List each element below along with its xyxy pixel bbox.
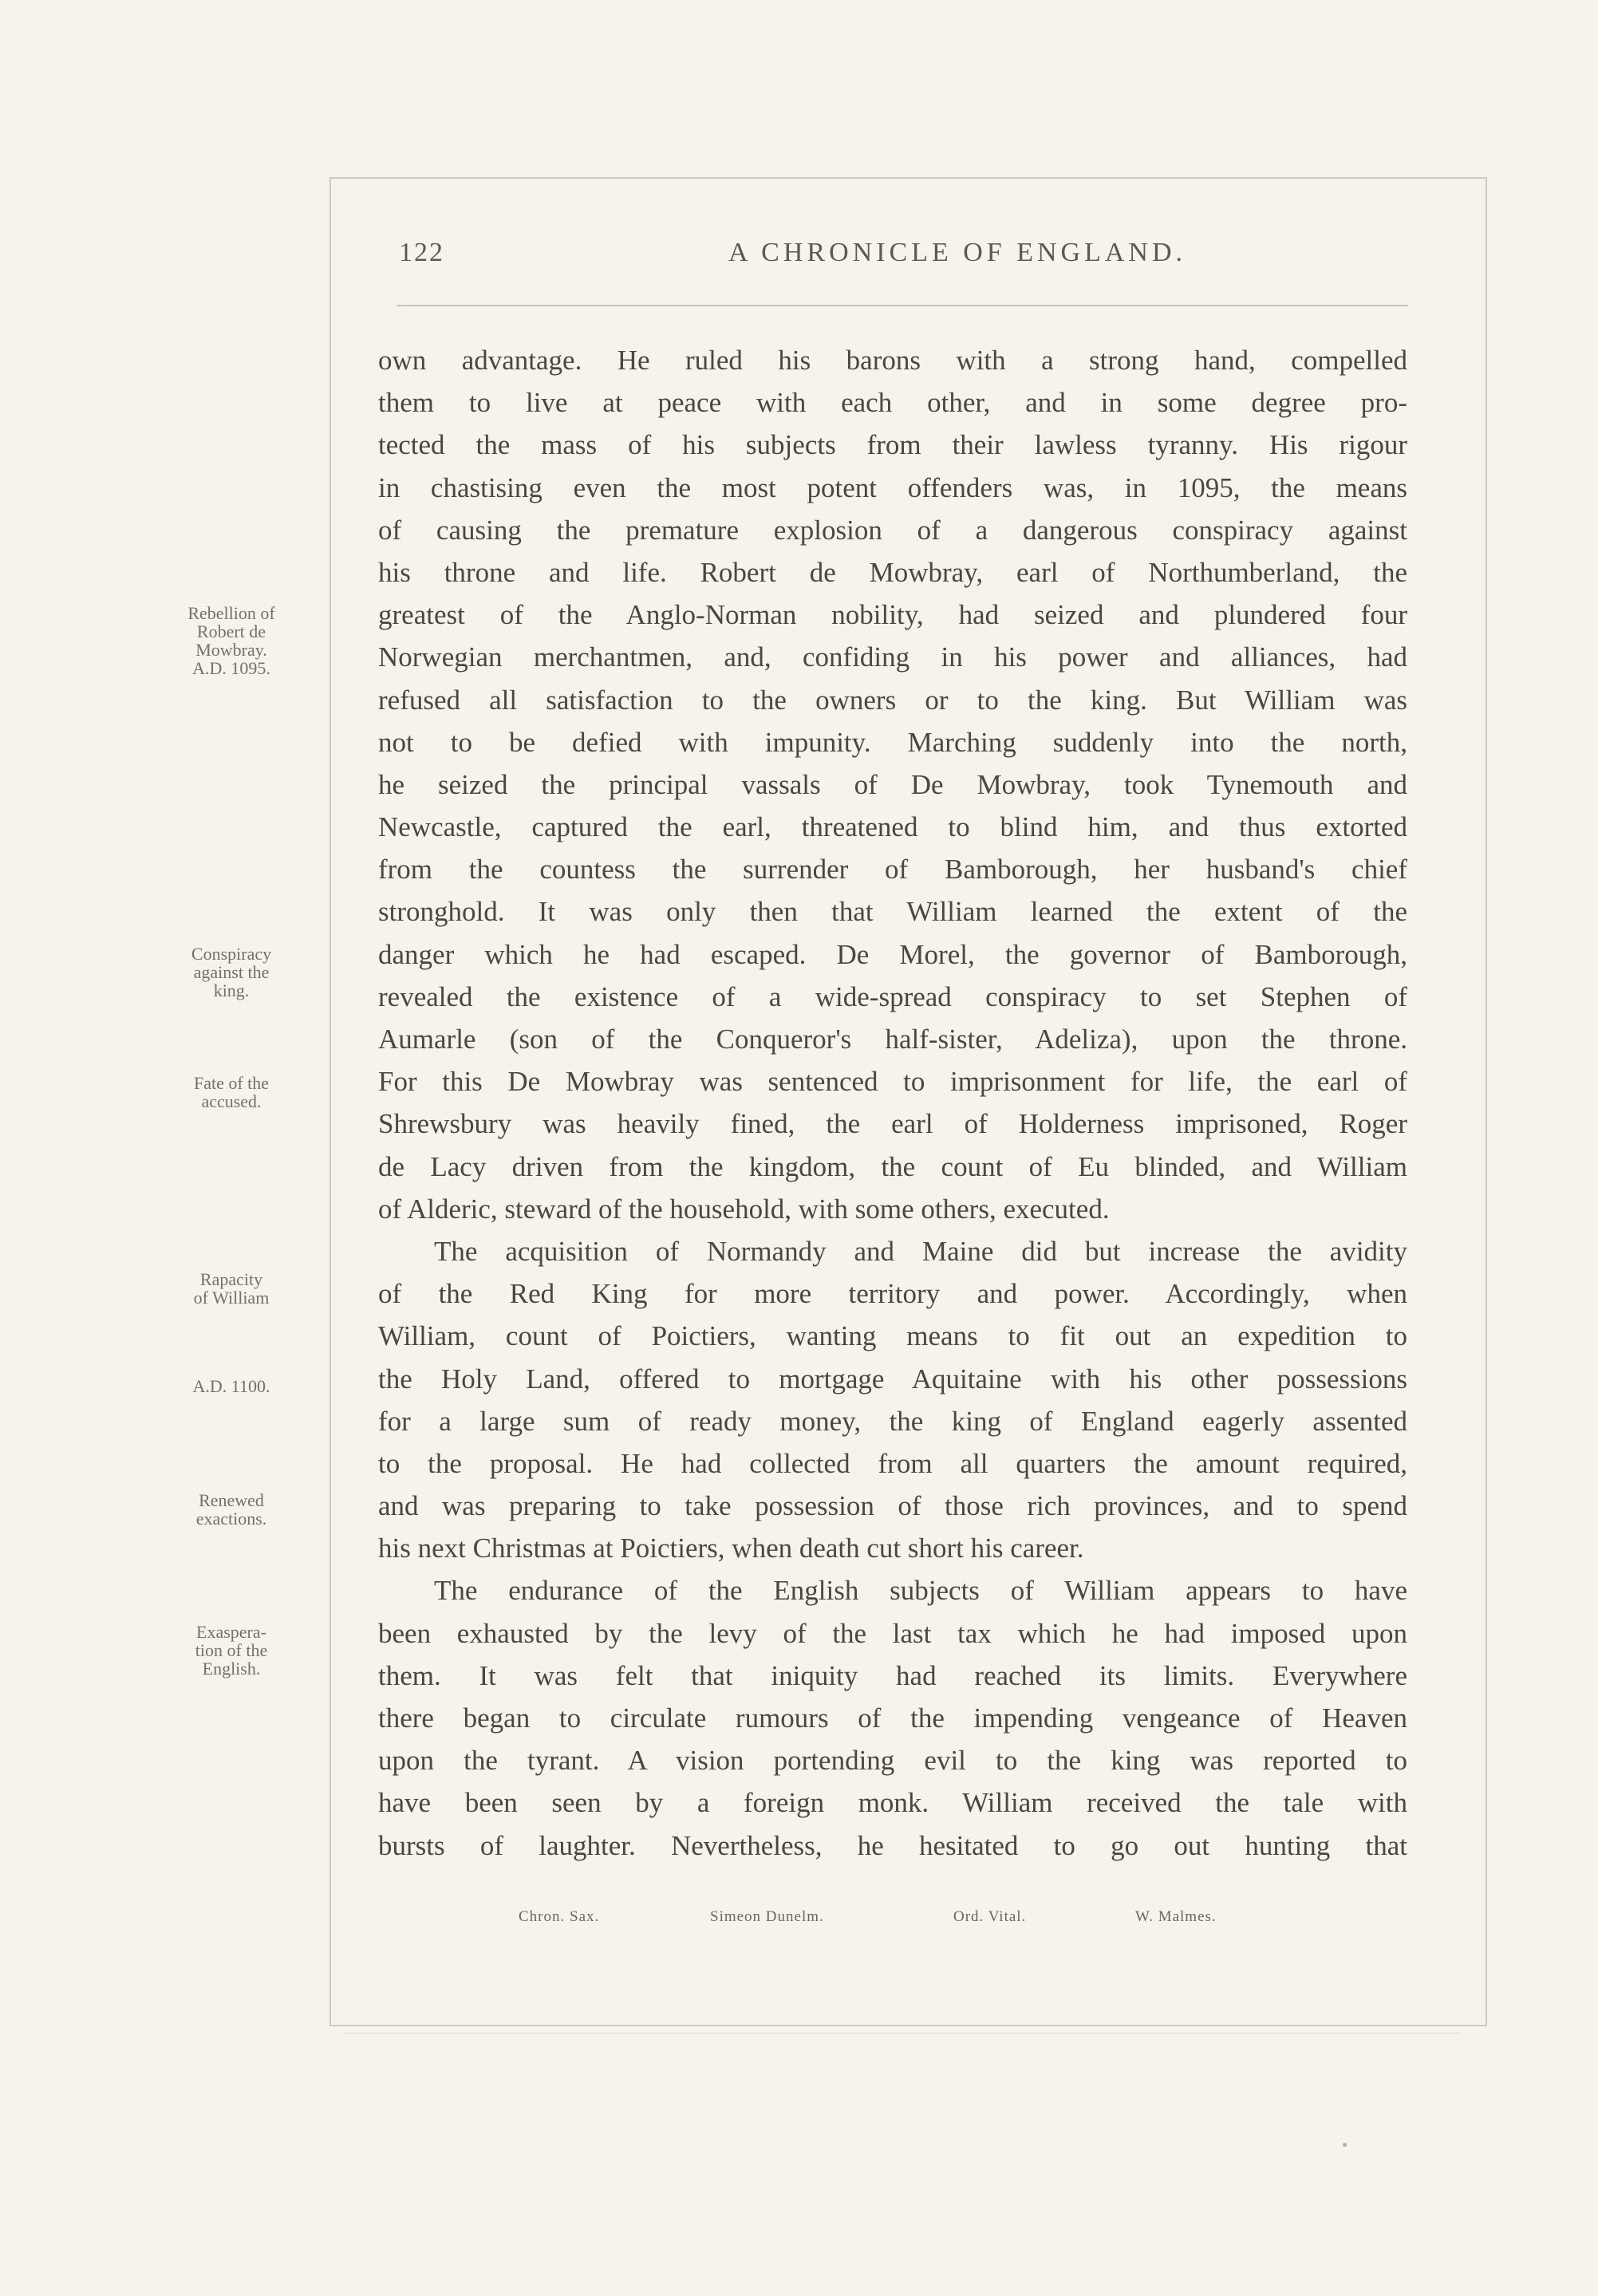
body-line: For this De Mowbray was sentenced to imprisonment for life, the earl of <box>378 1066 1407 1098</box>
footnote-source: W. Malmes. <box>1135 1908 1217 1925</box>
footnote-source: Chron. Sax. <box>519 1908 600 1925</box>
body-line: of the Red King for more territory and power. Accordingly, when <box>378 1278 1407 1310</box>
margin-note-date <box>152 1377 311 1395</box>
margin-note-line: Exaspera- <box>196 1622 266 1642</box>
page-frame-bottom <box>329 2025 1486 2026</box>
margin-note-line: king. <box>213 980 250 1000</box>
body-line: to the proposal. He had collected from all quarters the amount required, <box>378 1447 1407 1479</box>
margin-note-line: against the <box>193 962 270 982</box>
page-frame-left <box>329 177 331 2026</box>
body-line: greatest of the Anglo-Norman nobility, had seized and plundered four <box>378 599 1407 631</box>
body-line: have been seen by a foreign monk. William received the tale with <box>378 1787 1407 1819</box>
margin-note-line: Fate of the <box>193 1073 270 1093</box>
body-line: them to live at peace with each other, and in some degree pro- <box>378 387 1407 419</box>
footnote-sources <box>519 1908 1316 1932</box>
header-rule <box>397 305 1408 306</box>
footnote-source: Simeon Dunelm. <box>710 1908 824 1925</box>
margin-note-line: tion of the <box>195 1640 268 1660</box>
body-line: been exhausted by the levy of the last tax which he had imposed upon <box>378 1617 1407 1649</box>
body-line: Aumarle (son of the Conqueror's half-sister, Adeliza), upon the throne. <box>378 1024 1407 1055</box>
body-line: tected the mass of his subjects from their lawless tyranny. His rigour <box>378 429 1407 461</box>
margin-note-exactions <box>152 1491 311 1528</box>
body-line: The acquisition of Normandy and Maine did but increase the avidity <box>434 1235 1407 1267</box>
running-title: A CHRONICLE OF ENGLAND. <box>728 238 1186 267</box>
body-line: The endurance of the English subjects of William appears to have <box>434 1575 1407 1607</box>
margin-note-line: of William <box>193 1288 270 1308</box>
margin-note-conspiracy <box>152 945 311 1000</box>
body-line: in chastising even the most potent offenders was, in 1095, the means <box>378 471 1407 503</box>
paper-speck <box>1343 2143 1347 2147</box>
margin-note-line: accused. <box>201 1091 262 1111</box>
margin-note-line: A.D. 1100. <box>192 1376 270 1396</box>
margin-note-line: Rapacity <box>199 1269 263 1289</box>
margin-note-fate <box>152 1074 311 1111</box>
body-line: there began to circulate rumours of the impending vengeance of Heaven <box>378 1702 1407 1734</box>
margin-note-line: Robert de <box>196 621 266 641</box>
body-line: refused all satisfaction to the owners or to the king. But William was <box>378 684 1407 716</box>
body-line: for a large sum of ready money, the king of England eagerly assented <box>378 1405 1407 1437</box>
page-frame-top <box>329 177 1486 179</box>
body-line: Shrewsbury was heavily fined, the earl of Holderness imprisoned, Roger <box>378 1108 1407 1140</box>
body-line: William, count of Poictiers, wanting means to fit out an expedition to <box>378 1320 1407 1352</box>
body-text <box>378 339 1407 1867</box>
page-frame-right <box>1486 177 1487 2026</box>
margin-note-line: English. <box>202 1659 261 1679</box>
body-line: and was preparing to take possession of those rich provinces, and to spend <box>378 1490 1407 1522</box>
footnote-source: Ord. Vital. <box>953 1908 1027 1925</box>
body-line: own advantage. He ruled his barons with a strong hand, compelled <box>378 345 1407 376</box>
body-line: his throne and life. Robert de Mowbray, earl of Northumberland, the <box>378 556 1407 588</box>
body-line: revealed the existence of a wide-spread conspiracy to set Stephen of <box>378 980 1407 1012</box>
margin-note-line: A.D. 1095. <box>192 658 270 678</box>
body-line: upon the tyrant. A vision portending evil to the king was reported to <box>378 1745 1407 1777</box>
margin-note-rapacity <box>152 1270 311 1307</box>
page-frame-bottom-inner <box>343 2033 1460 2034</box>
body-line: the Holy Land, offered to mortgage Aquitaine with his other possessions <box>378 1363 1407 1395</box>
body-line: of causing the premature explosion of a dangerous conspiracy against <box>378 514 1407 546</box>
margin-note-exasperation <box>152 1623 311 1678</box>
margin-note-line: Mowbray. <box>195 640 267 660</box>
body-line: from the countess the surrender of Bamborough, her husband's chief <box>378 854 1407 886</box>
body-line: bursts of laughter. Nevertheless, he hesitated to go out hunting that <box>378 1829 1407 1861</box>
body-line: de Lacy driven from the kingdom, the count of Eu blinded, and William <box>378 1150 1407 1182</box>
body-line: he seized the principal vassals of De Mowbray, took Tynemouth and <box>378 768 1407 800</box>
margin-note-rebellion <box>152 604 311 677</box>
body-line: them. It was felt that iniquity had reached its limits. Everywhere <box>378 1659 1407 1691</box>
margin-note-line: Rebellion of <box>187 603 275 623</box>
margin-note-line: Renewed <box>199 1490 264 1510</box>
page-number: 122 <box>399 238 444 267</box>
body-line: his next Christmas at Poictiers, when death cut short his career. <box>378 1533 1084 1564</box>
margin-note-line: Conspiracy <box>191 944 272 964</box>
body-line: Newcastle, captured the earl, threatened to blind him, and thus extorted <box>378 811 1407 843</box>
body-line: of Alderic, steward of the household, with some others, executed. <box>378 1193 1110 1225</box>
body-line: danger which he had escaped. De Morel, the governor of Bamborough, <box>378 938 1407 970</box>
body-line: not to be defied with impunity. Marching suddenly into the north, <box>378 726 1407 758</box>
margin-note-line: exactions. <box>195 1509 267 1529</box>
body-line: Norwegian merchantmen, and, confiding in his power and alliances, had <box>378 641 1407 673</box>
body-line: stronghold. It was only then that William learned the extent of the <box>378 896 1407 928</box>
